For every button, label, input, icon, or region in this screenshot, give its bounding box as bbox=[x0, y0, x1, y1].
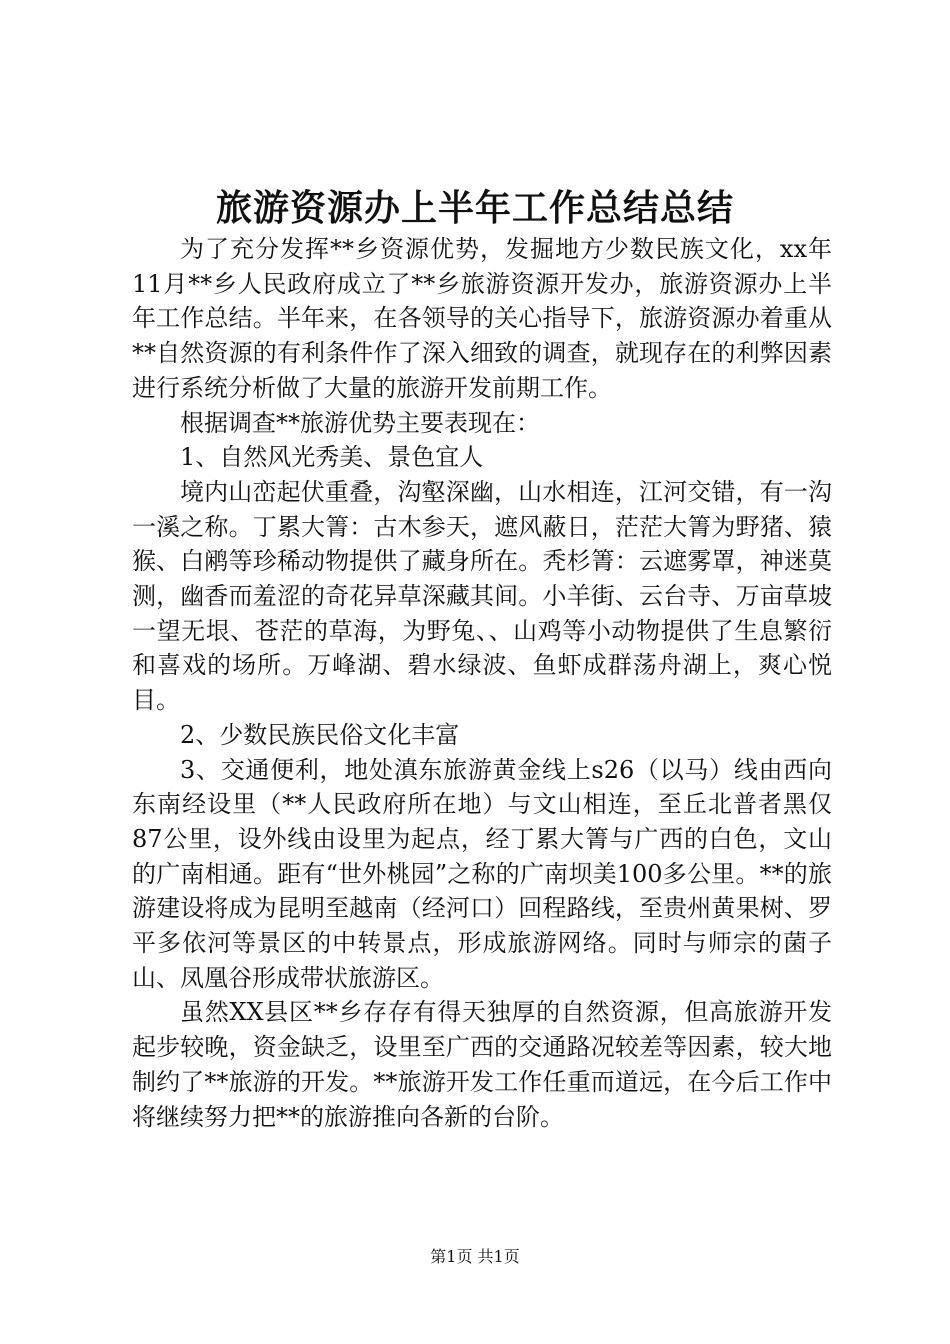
document-title: 旅游资源办上半年工作总结总结 bbox=[215, 187, 734, 229]
page-footer: 第1页 共1页 bbox=[430, 1247, 520, 1266]
heading-ethnic-culture: 2、少数民族民俗文化丰富 bbox=[180, 720, 460, 749]
paragraph-advantages-lead: 根据调查**旅游优势主要表现在： bbox=[180, 408, 540, 437]
document-body bbox=[132, 232, 832, 1134]
paragraph-transportation: 3、交通便利，地处滇东旅游黄金线上s26（以马）线由西向东南经设里（**人民政府所在地）与文山相连，至丘北普者黑仅87公里，设外线由设里为起点，经丁累大箐与广西的白色，文山的广南相通。距有“世外桃园”之称的广南坝美100多公里。**的旅游建设将成为昆明至越南（经河口）回程路线，至贵州黄果树、罗平多依河等景区的中转景点，形成旅游网络。同时与师宗的菌子山、凤凰谷形成带状旅游区。 bbox=[132, 755, 832, 992]
paragraph-intro: 为了充分发挥**乡资源优势，发掘地方少数民族文化，xx年11月**乡人民政府成立了**乡旅游资源开发办，旅游资源办上半年工作总结。半年来，在各领导的关心指导下，旅游资源办着重从**自然资源的有利条件作了深入细致的调查，就现存在的利弊因素进行系统分析做了大量的旅游开发前期工作。 bbox=[132, 235, 832, 402]
paragraph-natural-scenery: 境内山峦起伏重叠，沟壑深幽，山水相连，江河交错，有一沟一溪之称。丁累大箐：古木参天，遮风蔽日，茫茫大箐为野猪、猿猴、白鹇等珍稀动物提供了藏身所在。秃杉箐：云遮雾罩，神迷莫测，幽香而羞涩的奇花异草深藏其间。小羊街、云台寺、万亩草坡一望无垠、苍茫的草海，为野兔、、山鸡等小动物提供了生息繁衍和喜戏的场所。万峰湖、碧水绿波、鱼虾成群荡舟湖上，爽心悦目。 bbox=[132, 477, 832, 715]
heading-natural-scenery: 1、自然风光秀美、景色宜人 bbox=[180, 443, 484, 472]
paragraph-conclusion: 虽然XX县区**乡存存有得天独厚的自然资源，但高旅游开发起步较晚，资金缺乏，设里至广西的交通路况较差等因素，较大地制约了**旅游的开发。**旅游开发工作任重而道远，在今后工作中将继续努力把**的旅游推向各新的台阶。 bbox=[132, 998, 832, 1131]
